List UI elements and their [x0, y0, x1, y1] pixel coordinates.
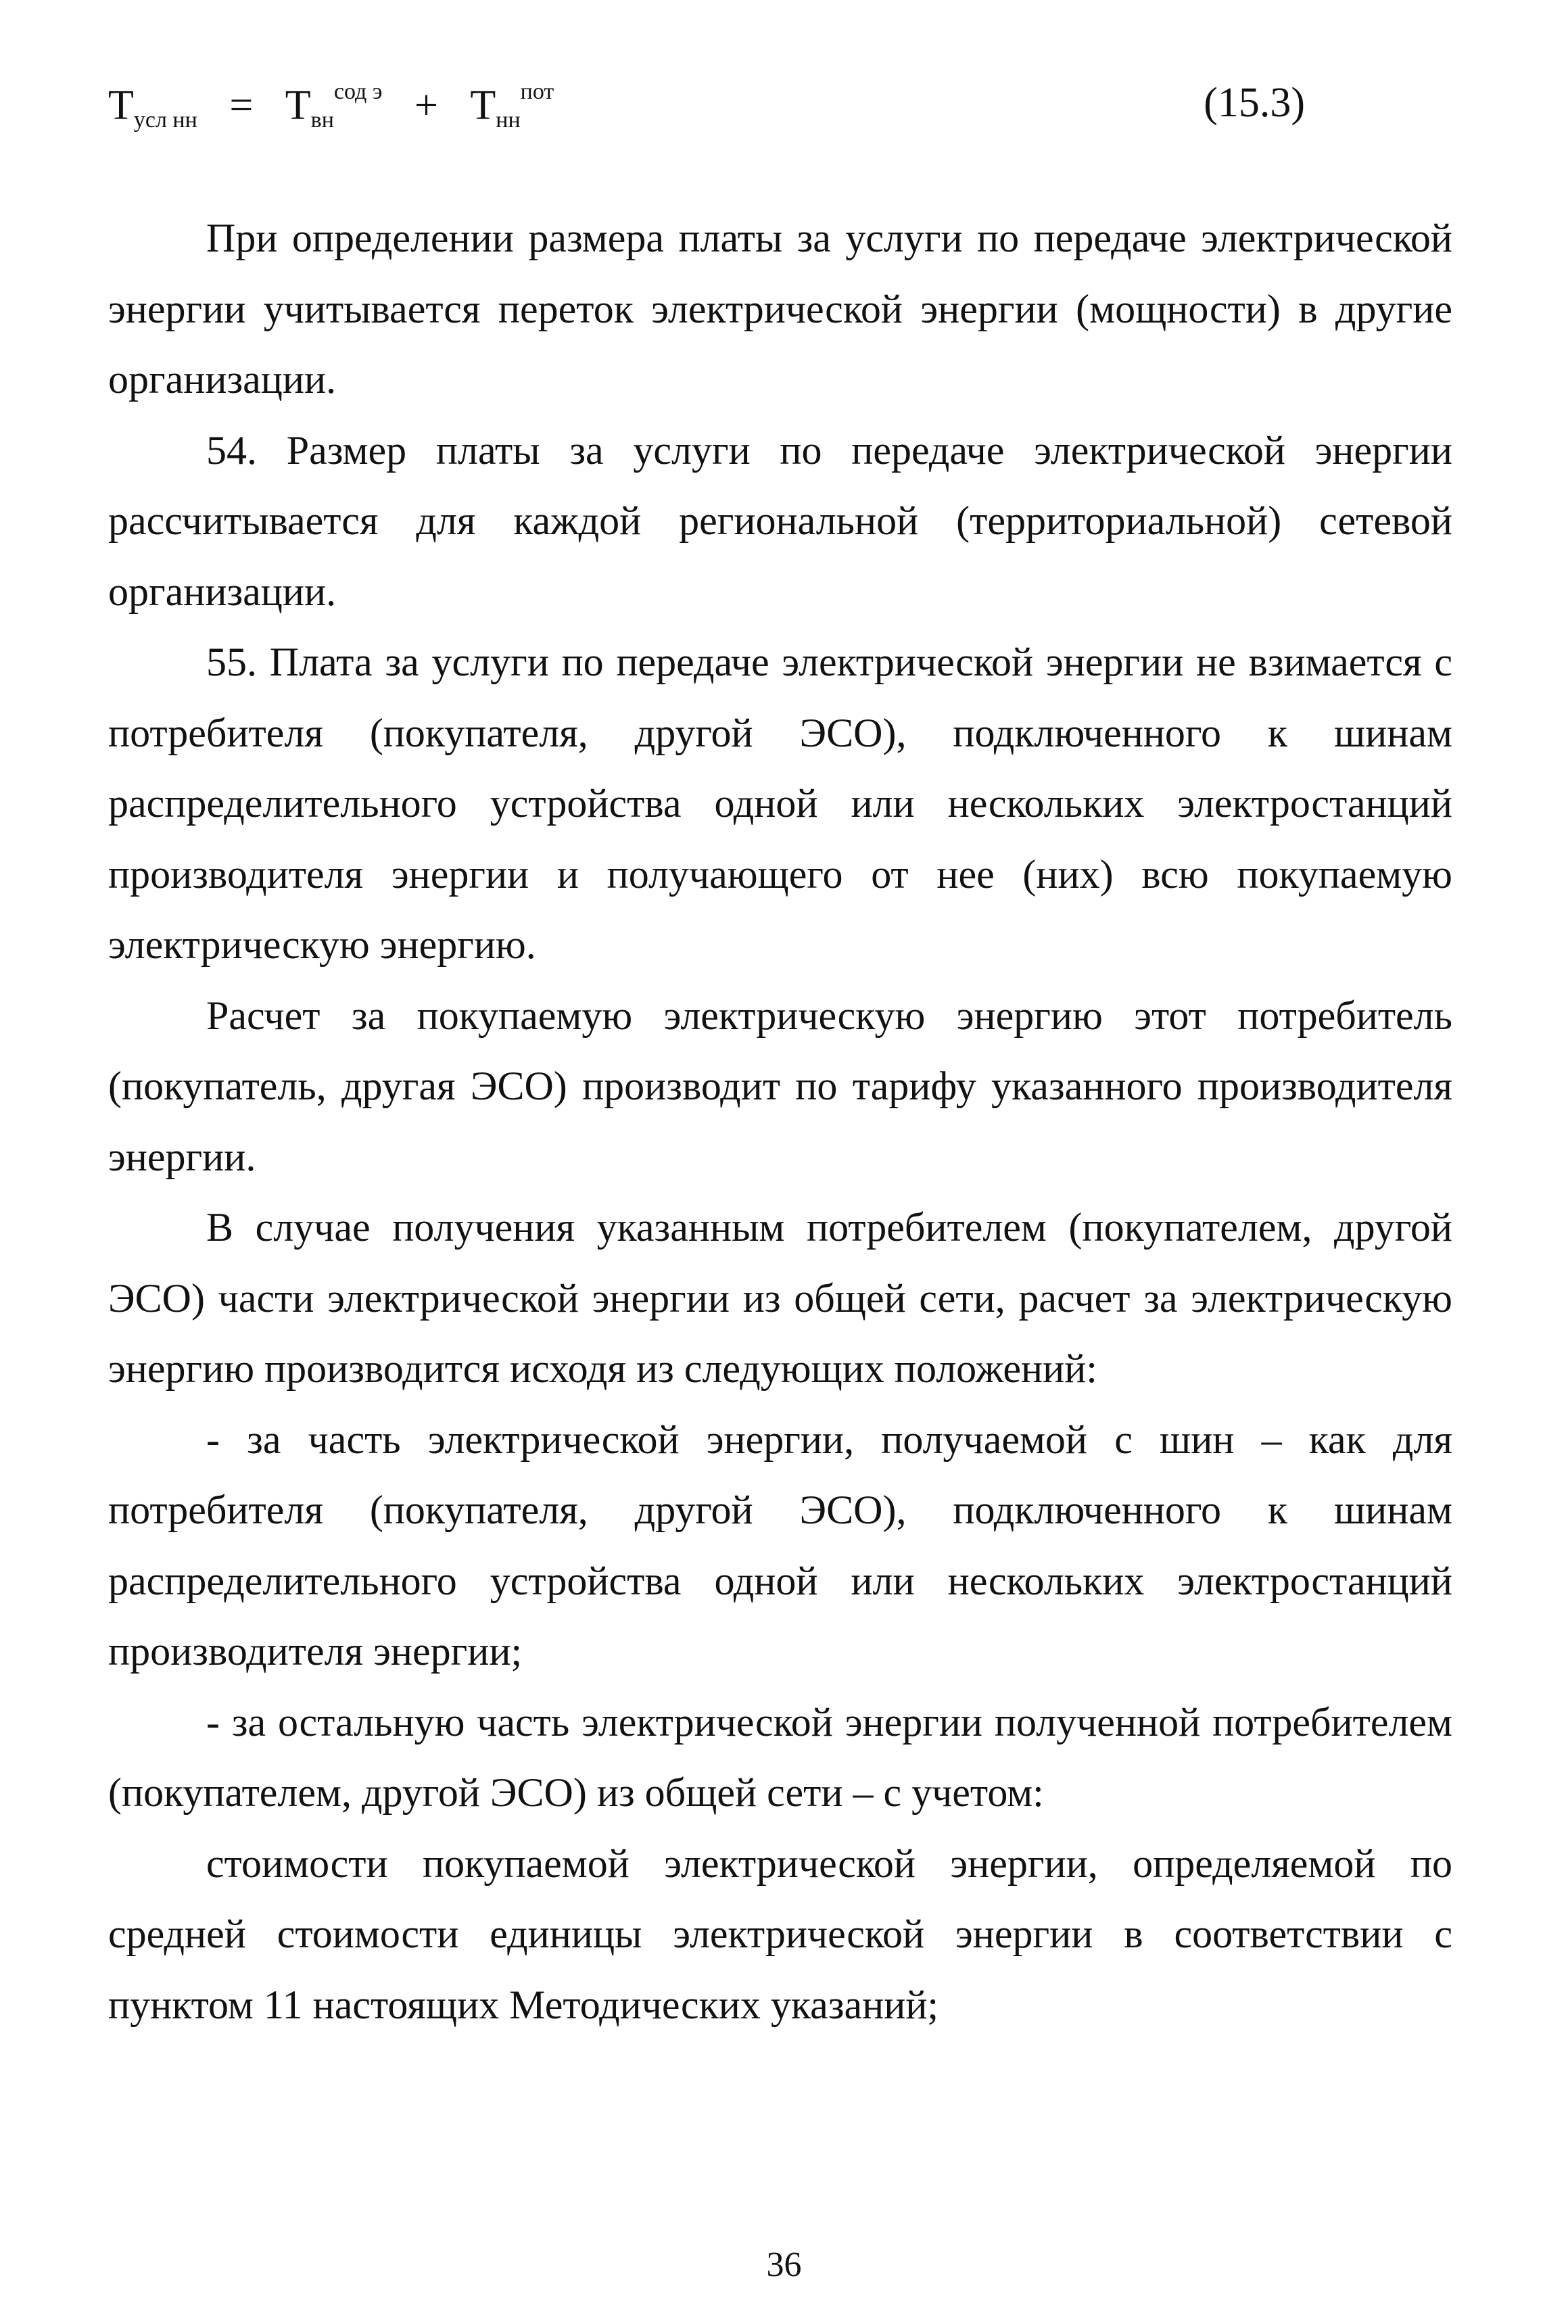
paragraph-cost: стоимости покупаемой электрической энергии, определяемой по средней стоимости единицы электрической энергии в соответствии с пунктом 11 настоящих Методических указаний; [108, 1841, 1452, 2027]
body-text [108, 203, 1452, 2040]
paragraph-item-54: 54. Размер платы за услуги по передаче электрической энергии рассчитывается для каждой региональной (территориальной) сетевой организации. [108, 427, 1452, 614]
formula-15-3 [108, 79, 554, 133]
paragraph-transfer-flow: При определении размера платы за услуги по передаче электрической энергии учитывается переток электрической энергии (мощности) в другие организации. [108, 216, 1452, 402]
formula-plus: + [414, 82, 438, 128]
formula-number: (15.3) [1204, 80, 1305, 126]
paragraph-common-grid: В случае получения указанным потребителем (покупателем, другой ЭСО) части электрической энергии из общей сети, расчет за электрическую энергию производится исходя из следующих положений: [108, 1205, 1452, 1391]
formula-term2-symbol: T [470, 82, 496, 128]
page-number: 36 [766, 2246, 802, 2284]
paragraph-remaining-portion: - за остальную часть электрической энергии полученной потребителем (покупателем, другой ЭСО) из общей сети – с учетом: [108, 1699, 1452, 1815]
paragraph-bus-portion: - за часть электрической энергии, получаемой с шин – как для потребителя (покупателя, другой ЭСО), подключенного к шинам распределительного устройства одной или нескольких электростанций производителя энергии; [108, 1417, 1452, 1674]
formula-lhs-symbol: T [108, 82, 134, 128]
formula-term1-symbol: T [285, 82, 311, 128]
formula-lhs-subscript: усл нн [133, 108, 197, 133]
paragraph-settlement: Расчет за покупаемую электрическую энергию этот потребитель (покупатель, другая ЭСО) производит по тарифу указанного производителя энергии. [108, 993, 1452, 1179]
formula-term2-superscript: пот [520, 79, 554, 104]
formula-term1-superscript: сод э [333, 79, 383, 104]
paragraph-item-55: 55. Плата за услуги по передаче электрической энергии не взимается с потребителя (покупателя, другой ЭСО), подключенного к шинам распределительного устройства одной или нескольких электростанций производителя энергии и получающего от нее (них) всю покупаемую электрическую энергию. [108, 640, 1452, 967]
formula-equals: = [229, 82, 254, 128]
formula-term1-subscript: вн [310, 108, 334, 133]
formula-term2-subscript: нн [496, 108, 521, 133]
formula-row [108, 64, 1305, 145]
